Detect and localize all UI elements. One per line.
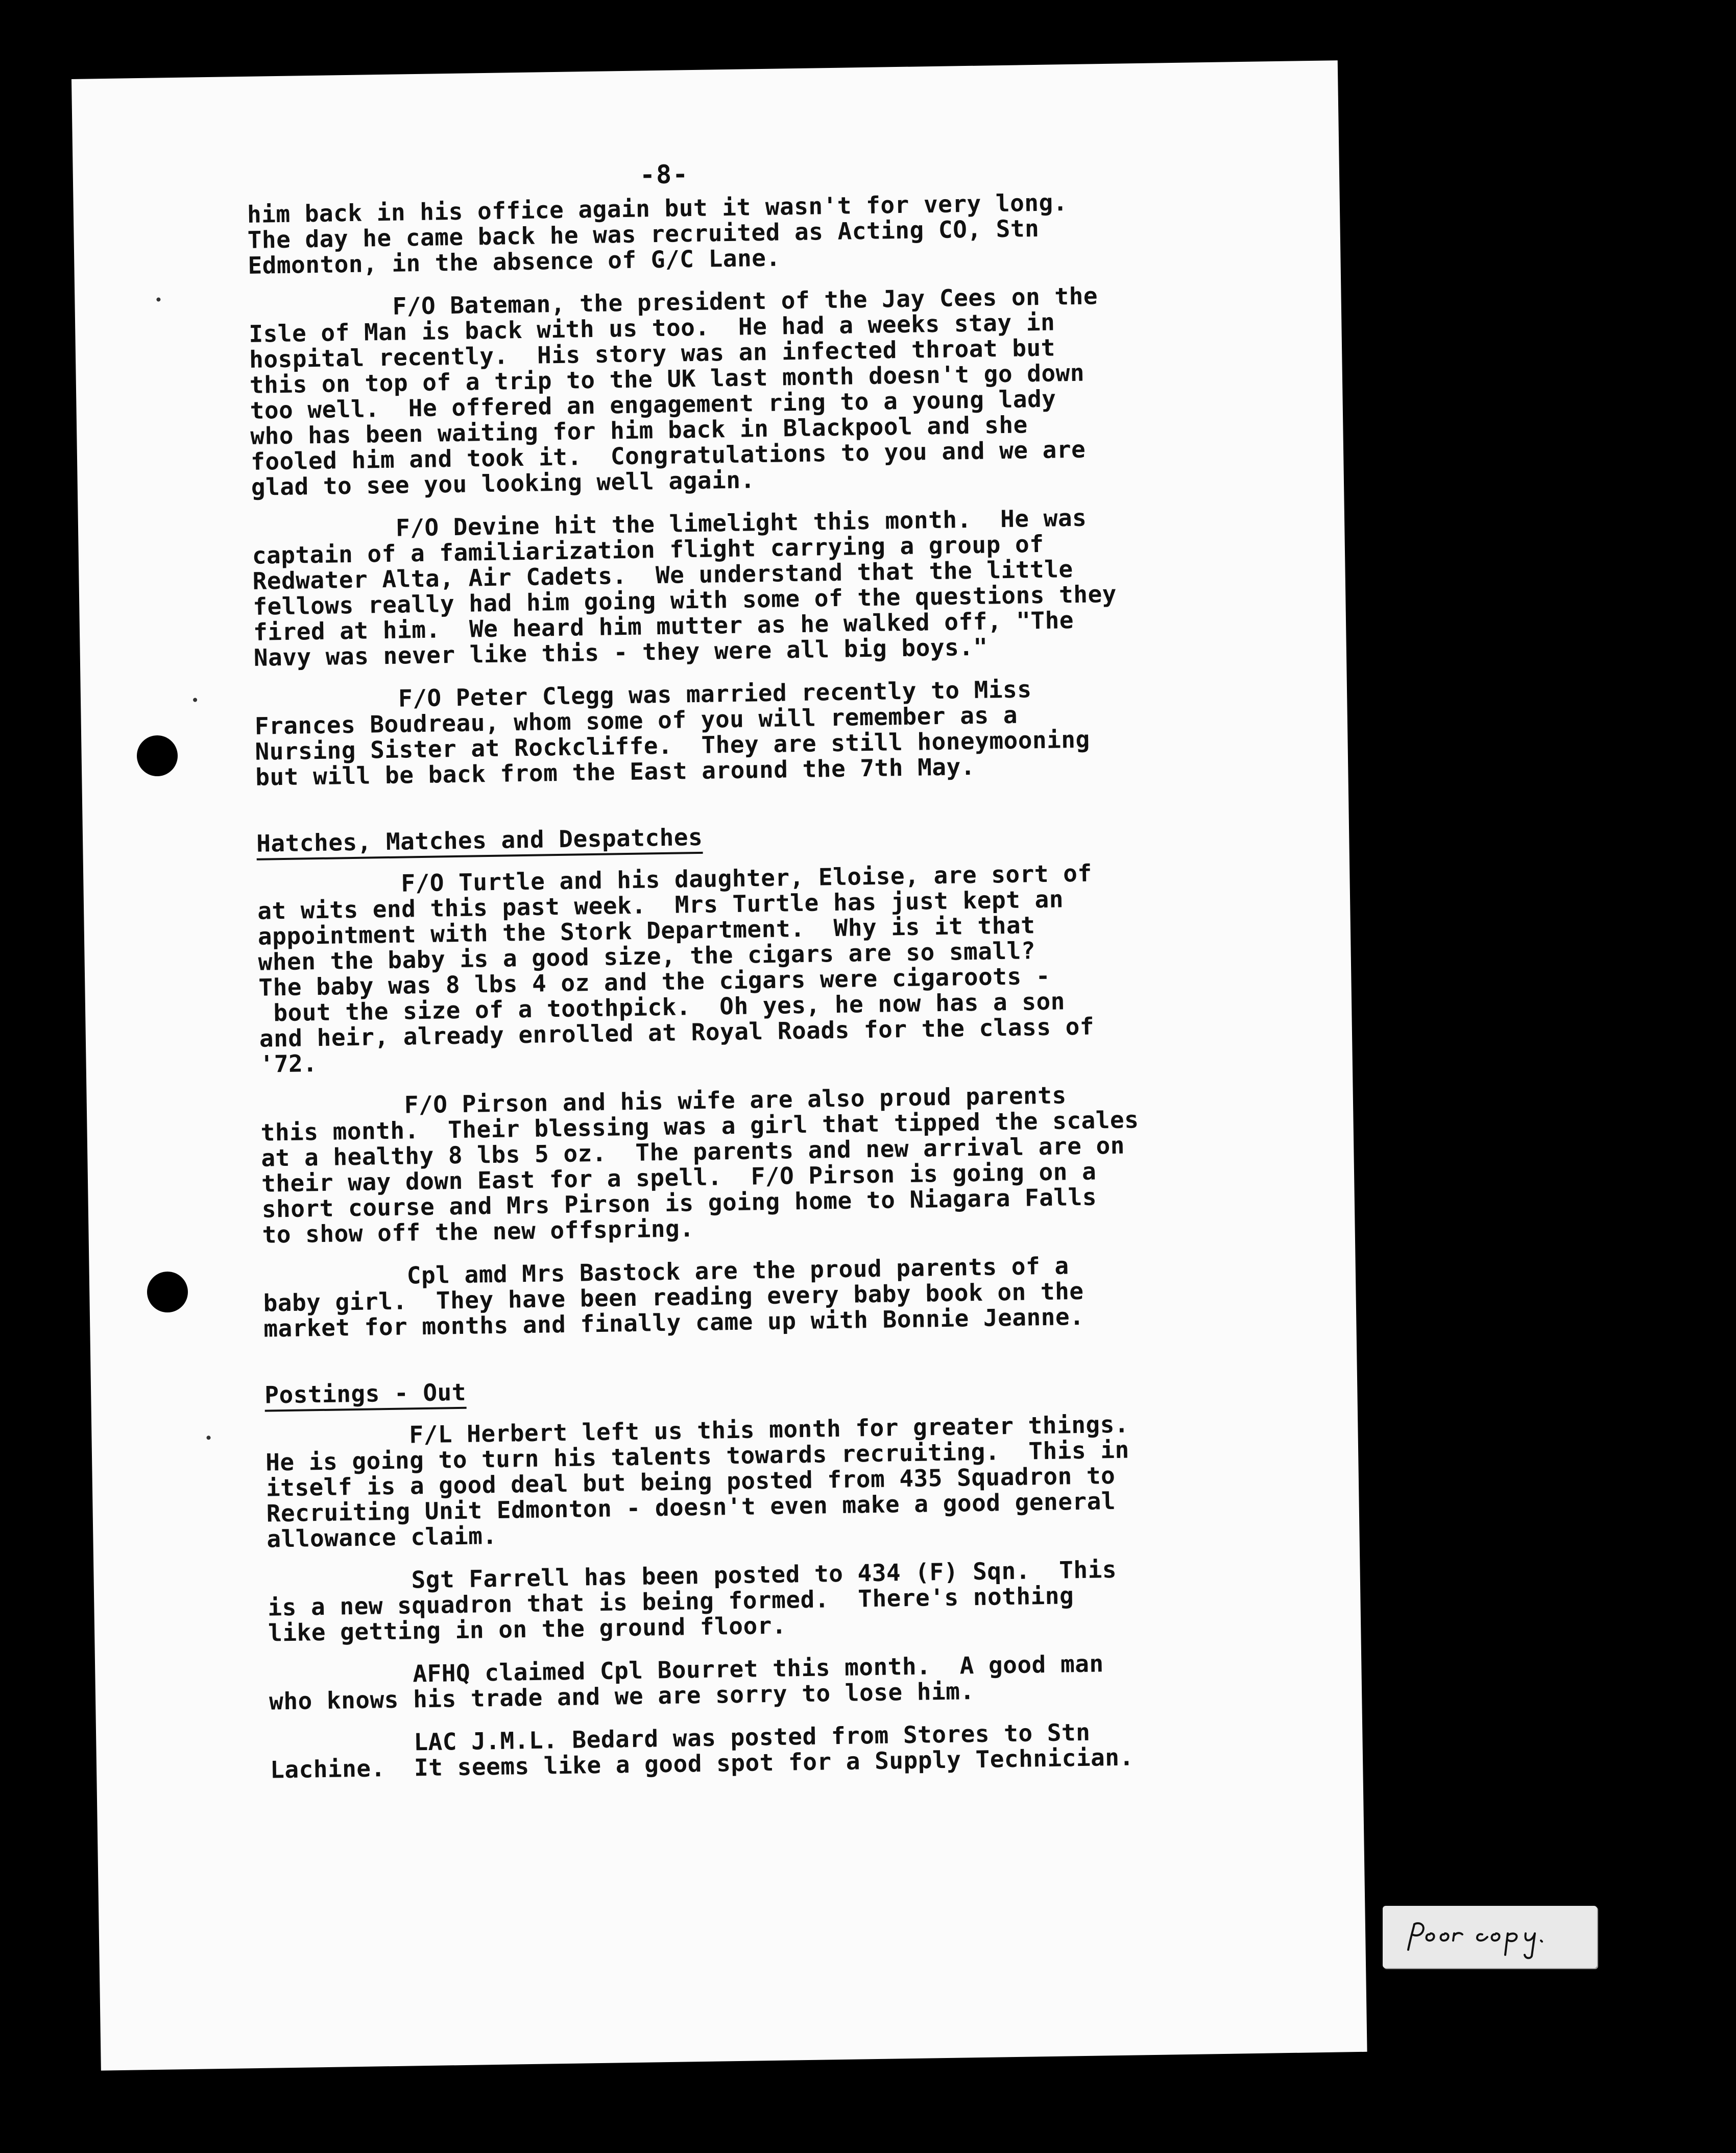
paragraph-bateman: F/O Bateman, the president of the Jay Cees on the Isle of Man is back with us too. He had a weeks stay in hospital recently. His story was an infected throat but this on top of a trip to the UK last month doesn't go down too well. He offered an engagement ring to a young lady who has been waiting for him back in Blackpool and she fooled him and took it. Congratulations to you and we are glad to see you looking well again. <box>248 282 1098 501</box>
section-heading-hatches: Hatches, Matches and Despatches <box>256 824 703 860</box>
page-number: -8- <box>639 159 689 190</box>
paragraph-herbert: F/L Herbert left us this month for greater things. He is going to turn his talents towards recruiting. This in itself is a good deal but being posted from 435 Squadron to Recruiting Unit Edmonton - doesn't even make a good general allowance claim. <box>265 1410 1130 1553</box>
paragraph-pirson: F/O Pirson and his wife are also proud parents this month. Their blessing was a girl that tipped the scales at a healthy 8 lbs 5 oz. The parents and new arrival are on their way down East for a spell. F/O Pirson is going on a short course and Mrs Pirson is going home to Niagara Falls to show off the new offspring. <box>260 1081 1139 1249</box>
paragraph-turtle: F/O Turtle and his daughter, Eloise, are sort of at wits end this past week. Mrs Turtle has just kept an appointment with the Stork Department. Why is it that when the baby is a good size, the cigars are so small? The baby was 8 lbs 4 oz and the cigars were cigaroots - bout the size of a toothpick. Oh yes, he now has a son and heir, already enrolled at Royal Roads for the class of '72. <box>257 859 1095 1078</box>
paragraph-continuation: him back in his office again but it wasn't for very long. The day he came back he was recruited as Acting CO, Stn Edmonton, in the absence of G/C Lane. <box>247 188 1068 279</box>
paragraph-farrell: Sgt Farrell has been posted to 434 (F) Sqn. This is a new squadron that is being formed. There's nothing like getting in on the ground floor. <box>267 1555 1117 1647</box>
punch-hole-upper <box>137 735 178 776</box>
handwritten-note <box>1388 1909 1592 1965</box>
dust-speck <box>193 698 197 702</box>
paragraph-bastock: Cpl amd Mrs Bastock are the proud parents of a baby girl. They have been reading every baby book on the market for months and finally came up with Bonnie Jeanne. <box>262 1252 1084 1343</box>
section-heading-postings: Postings - Out <box>264 1379 467 1412</box>
paragraph-clegg: F/O Peter Clegg was married recently to Miss Frances Boudreau, whom some of you will remember as a Nursing Sister at Rockcliffe. They are still honeymooning but will be back from the East around the 7th May. <box>254 675 1091 791</box>
paragraph-devine: F/O Devine hit the limelight this month. He was captain of a familiarization flight carrying a group of Redwater Alta, Air Cadets. We understand that the little fellows really had him going with some of the questions they fired at him. We heard him mutter as he walked off, "The Navy was never like this - they were all big boys." <box>251 504 1117 672</box>
document-body <box>247 187 1266 1800</box>
dust-speck <box>206 1436 210 1440</box>
punch-hole-lower <box>147 1272 188 1312</box>
document-page <box>71 60 1367 2070</box>
handwritten-note-label <box>1383 1906 1597 1968</box>
dust-speck <box>156 297 160 301</box>
paragraph-bedard: LAC J.M.L. Bedard was posted from Stores to Stn Lachine. It seems like a good spot for a Supply Technician. <box>270 1718 1135 1784</box>
paragraph-bourret: AFHQ claimed Cpl Bourret this month. A good man who knows his trade and we are sorry to lose him. <box>269 1649 1104 1715</box>
